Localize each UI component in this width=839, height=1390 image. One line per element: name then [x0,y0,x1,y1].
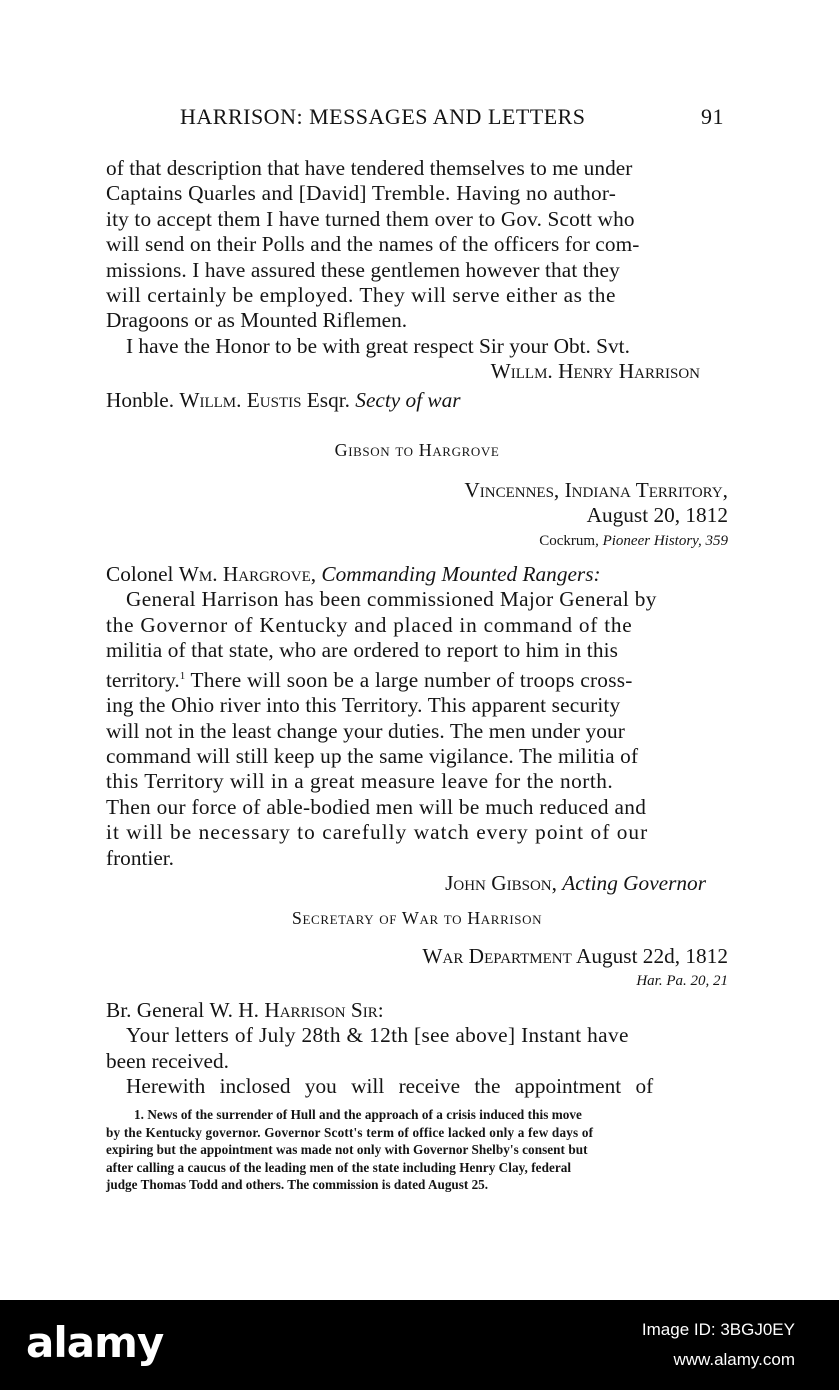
running-header [106,100,728,134]
footnote-line: after calling a caucus of the leading men of the state including Henry Clay, federal [106,1159,572,1175]
letter-2-dateline [106,478,728,553]
salutation-prefix: Br. General [106,998,205,1022]
text-line: There will soon be a large number of troops cross- [190,667,633,692]
page-number: 91 [701,104,724,129]
text-line: militia of that state, who are ordered to report to him in this [106,638,618,663]
signature-name: John Gibson, [445,870,557,895]
text-line: will certainly be employed. They will serve either as the [106,283,616,308]
letter-3-dateline [106,944,728,993]
text-line: command will still keep up the same vigilance. The militia of [106,743,639,768]
addressee-prefix: Honble. [106,388,175,412]
text-line: Then our force of able-bodied men will be much reduced and [106,794,647,819]
text-line: territory. [106,667,180,692]
footnote-line: by the Kentucky governor. Governor Scott's term of office lacked only a few days of [106,1124,594,1140]
text-line: the Governor of Kentucky and placed in command of the [106,612,633,637]
place: Vincennes, Indiana Territory, [464,478,728,502]
text-line: missions. I have assured these gentlemen however that they [106,257,620,282]
text-line: this Territory will in a great measure leave for the north. [106,769,614,794]
addressee-suffix: Esqr. [306,388,350,412]
letter-2-body [106,562,728,896]
stock-image-id: Image ID: 3BGJ0EY [641,1320,795,1339]
section-heading: Secretary of War to Harrison [291,908,543,928]
text-line: Your letters of July 28th & 12th [see above] Instant have [126,1023,629,1048]
text-line: ity to accept them I have turned them over to Gov. Scott who [106,206,635,231]
text-line: frontier. [106,845,175,870]
text-line: Dragoons or as Mounted Riflemen. [106,308,408,333]
closing-line: I have the Honor to be with great respect Sir your Obt. Svt. [126,333,630,358]
stock-url: www.alamy.com [673,1350,795,1369]
footnote-marker: 1 [179,669,186,682]
text-line: been received. [106,1048,229,1073]
footnote [106,1106,728,1194]
text-line: Captains Quarles and [David] Tremble. Having no author- [106,181,617,206]
salutation-prefix: Colonel [106,562,174,586]
addressee-title: Secty of war [355,388,461,412]
source-title: Pioneer History, 359 [602,532,728,549]
text-line: will send on their Polls and the names of the officers for com- [106,232,640,257]
salutation-title: Commanding Mounted Rangers: [321,562,601,586]
date: August 20, 1812 [586,503,728,528]
date: August 22d, 1812 [575,944,728,968]
letter-1-body [106,156,728,385]
text-line: General Harrison has been commissioned Major General by [126,587,657,612]
salutation-name: W. H. Harrison [209,998,346,1022]
source: Har. Pa. 20, 21 [636,973,728,990]
text-line: of that description that have tendered themselves to me under [106,156,633,180]
section-heading: Gibson to Hargrove [334,440,500,460]
footnote-line: 1. News of the surrender of Hull and the approach of a crisis induced this move [134,1107,582,1122]
footnote-line: judge Thomas Todd and others. The commission is dated August 25. [106,1177,489,1192]
running-title: HARRISON: MESSAGES AND LETTERS [180,104,586,129]
signature: Willm. Henry Harrison [490,359,700,384]
signature-title: Acting Governor [562,870,706,895]
salutation-suffix: Sir: [350,998,384,1022]
footnote-line: expiring but the appointment was made not only with Governor Shelby's consent but [106,1142,588,1157]
source-author: Cockrum, [539,532,599,549]
text-line: Herewith inclosed you will receive the appointment of [126,1074,654,1099]
text-line: ing the Ohio river into this Territory. This apparent security [106,693,621,718]
letter-3-body [106,998,728,1100]
text-line: it will be necessary to carefully watch every point of our [106,820,649,845]
addressee-name: Willm. Eustis [179,388,302,412]
text-line: will not in the least change your duties. The men under your [106,718,625,743]
salutation-name: Wm. Hargrove, [178,562,317,586]
place: War Department [422,944,572,968]
addressee [106,388,728,413]
stock-logo: alamy [26,1318,164,1367]
